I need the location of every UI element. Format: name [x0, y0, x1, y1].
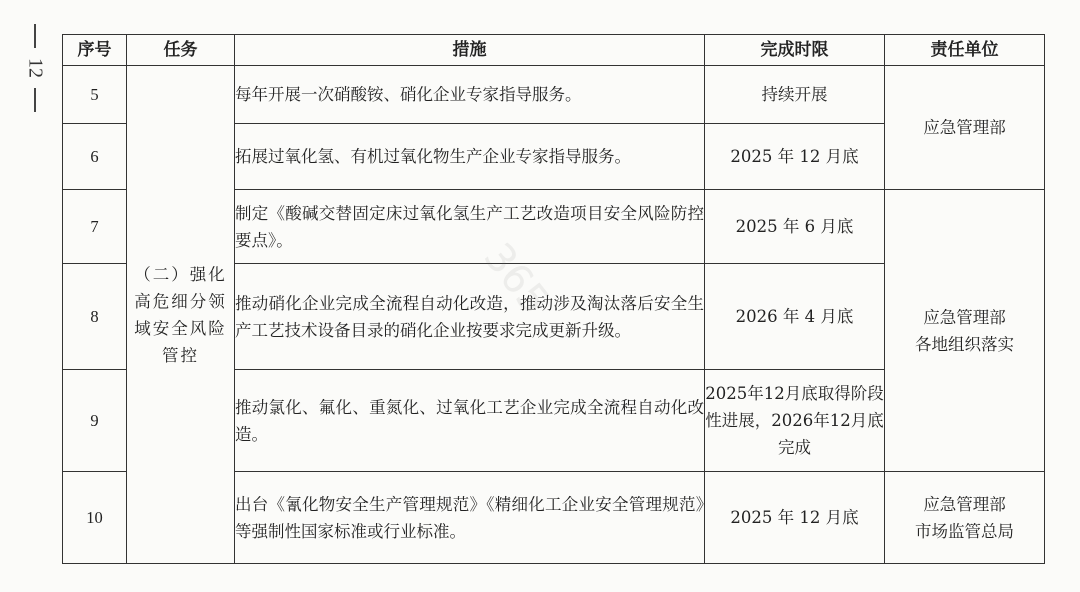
measures-table: [62, 34, 1045, 564]
row-num: 6: [63, 124, 127, 190]
header-unit: 责任单位: [885, 35, 1045, 66]
row-deadline: 2026 年 4 月底: [705, 264, 885, 370]
page-number-dash-top: [34, 24, 36, 48]
table-header-row: [63, 35, 1045, 66]
unit-cell-a: [885, 66, 1045, 190]
table-row: [63, 66, 1045, 124]
header-measure: 措施: [235, 35, 705, 66]
row-deadline: 持续开展: [705, 66, 885, 124]
row-deadline: 2025 年 12 月底: [705, 124, 885, 190]
unit-line: 应急管理部: [923, 494, 1006, 514]
row-measure: 出台《氰化物安全生产管理规范》《精细化工企业安全管理规范》等强制性国家标准或行业标准。: [235, 472, 705, 564]
row-measure: 推动氯化、氟化、重氮化、过氧化工艺企业完成全流程自动化改造。: [235, 370, 705, 472]
page-number: [18, 22, 52, 114]
unit-line: 应急管理部: [923, 118, 1006, 137]
row-num: 9: [63, 370, 127, 472]
task-cell: （二）强化高危细分领域安全风险管控: [127, 66, 235, 564]
header-num: 序号: [63, 35, 127, 66]
unit-line: 应急管理部: [923, 307, 1006, 327]
row-num: 10: [63, 472, 127, 564]
unit-cell-c: [885, 472, 1045, 564]
row-measure: 推动硝化企业完成全流程自动化改造，推动涉及淘汰落后安全生产工艺技术设备目录的硝化企业按要求完成更新升级。: [235, 264, 705, 370]
row-measure: 每年开展一次硝酸铵、硝化企业专家指导服务。: [235, 66, 705, 124]
row-num: 5: [63, 66, 127, 124]
row-measure: 制定《酸碱交替固定床过氧化氢生产工艺改造项目安全风险防控要点》。: [235, 190, 705, 264]
unit-line: 市场监管总局: [915, 521, 1014, 541]
page-number-value: 12: [24, 58, 47, 78]
row-num: 7: [63, 190, 127, 264]
row-deadline: 2025 年 12 月底: [705, 472, 885, 564]
row-deadline: 2025年12月底取得阶段性进展，2026年12月底完成: [705, 370, 885, 472]
header-deadline: 完成时限: [705, 35, 885, 66]
header-task: 任务: [127, 35, 235, 66]
row-num: 8: [63, 264, 127, 370]
page-number-dash-bottom: [34, 88, 36, 112]
unit-line: 各地组织落实: [915, 334, 1014, 354]
row-deadline: 2025 年 6 月底: [705, 190, 885, 264]
row-measure: 拓展过氧化氢、有机过氧化物生产企业专家指导服务。: [235, 124, 705, 190]
watermark: 365: [474, 234, 558, 324]
unit-cell-b: [885, 190, 1045, 472]
